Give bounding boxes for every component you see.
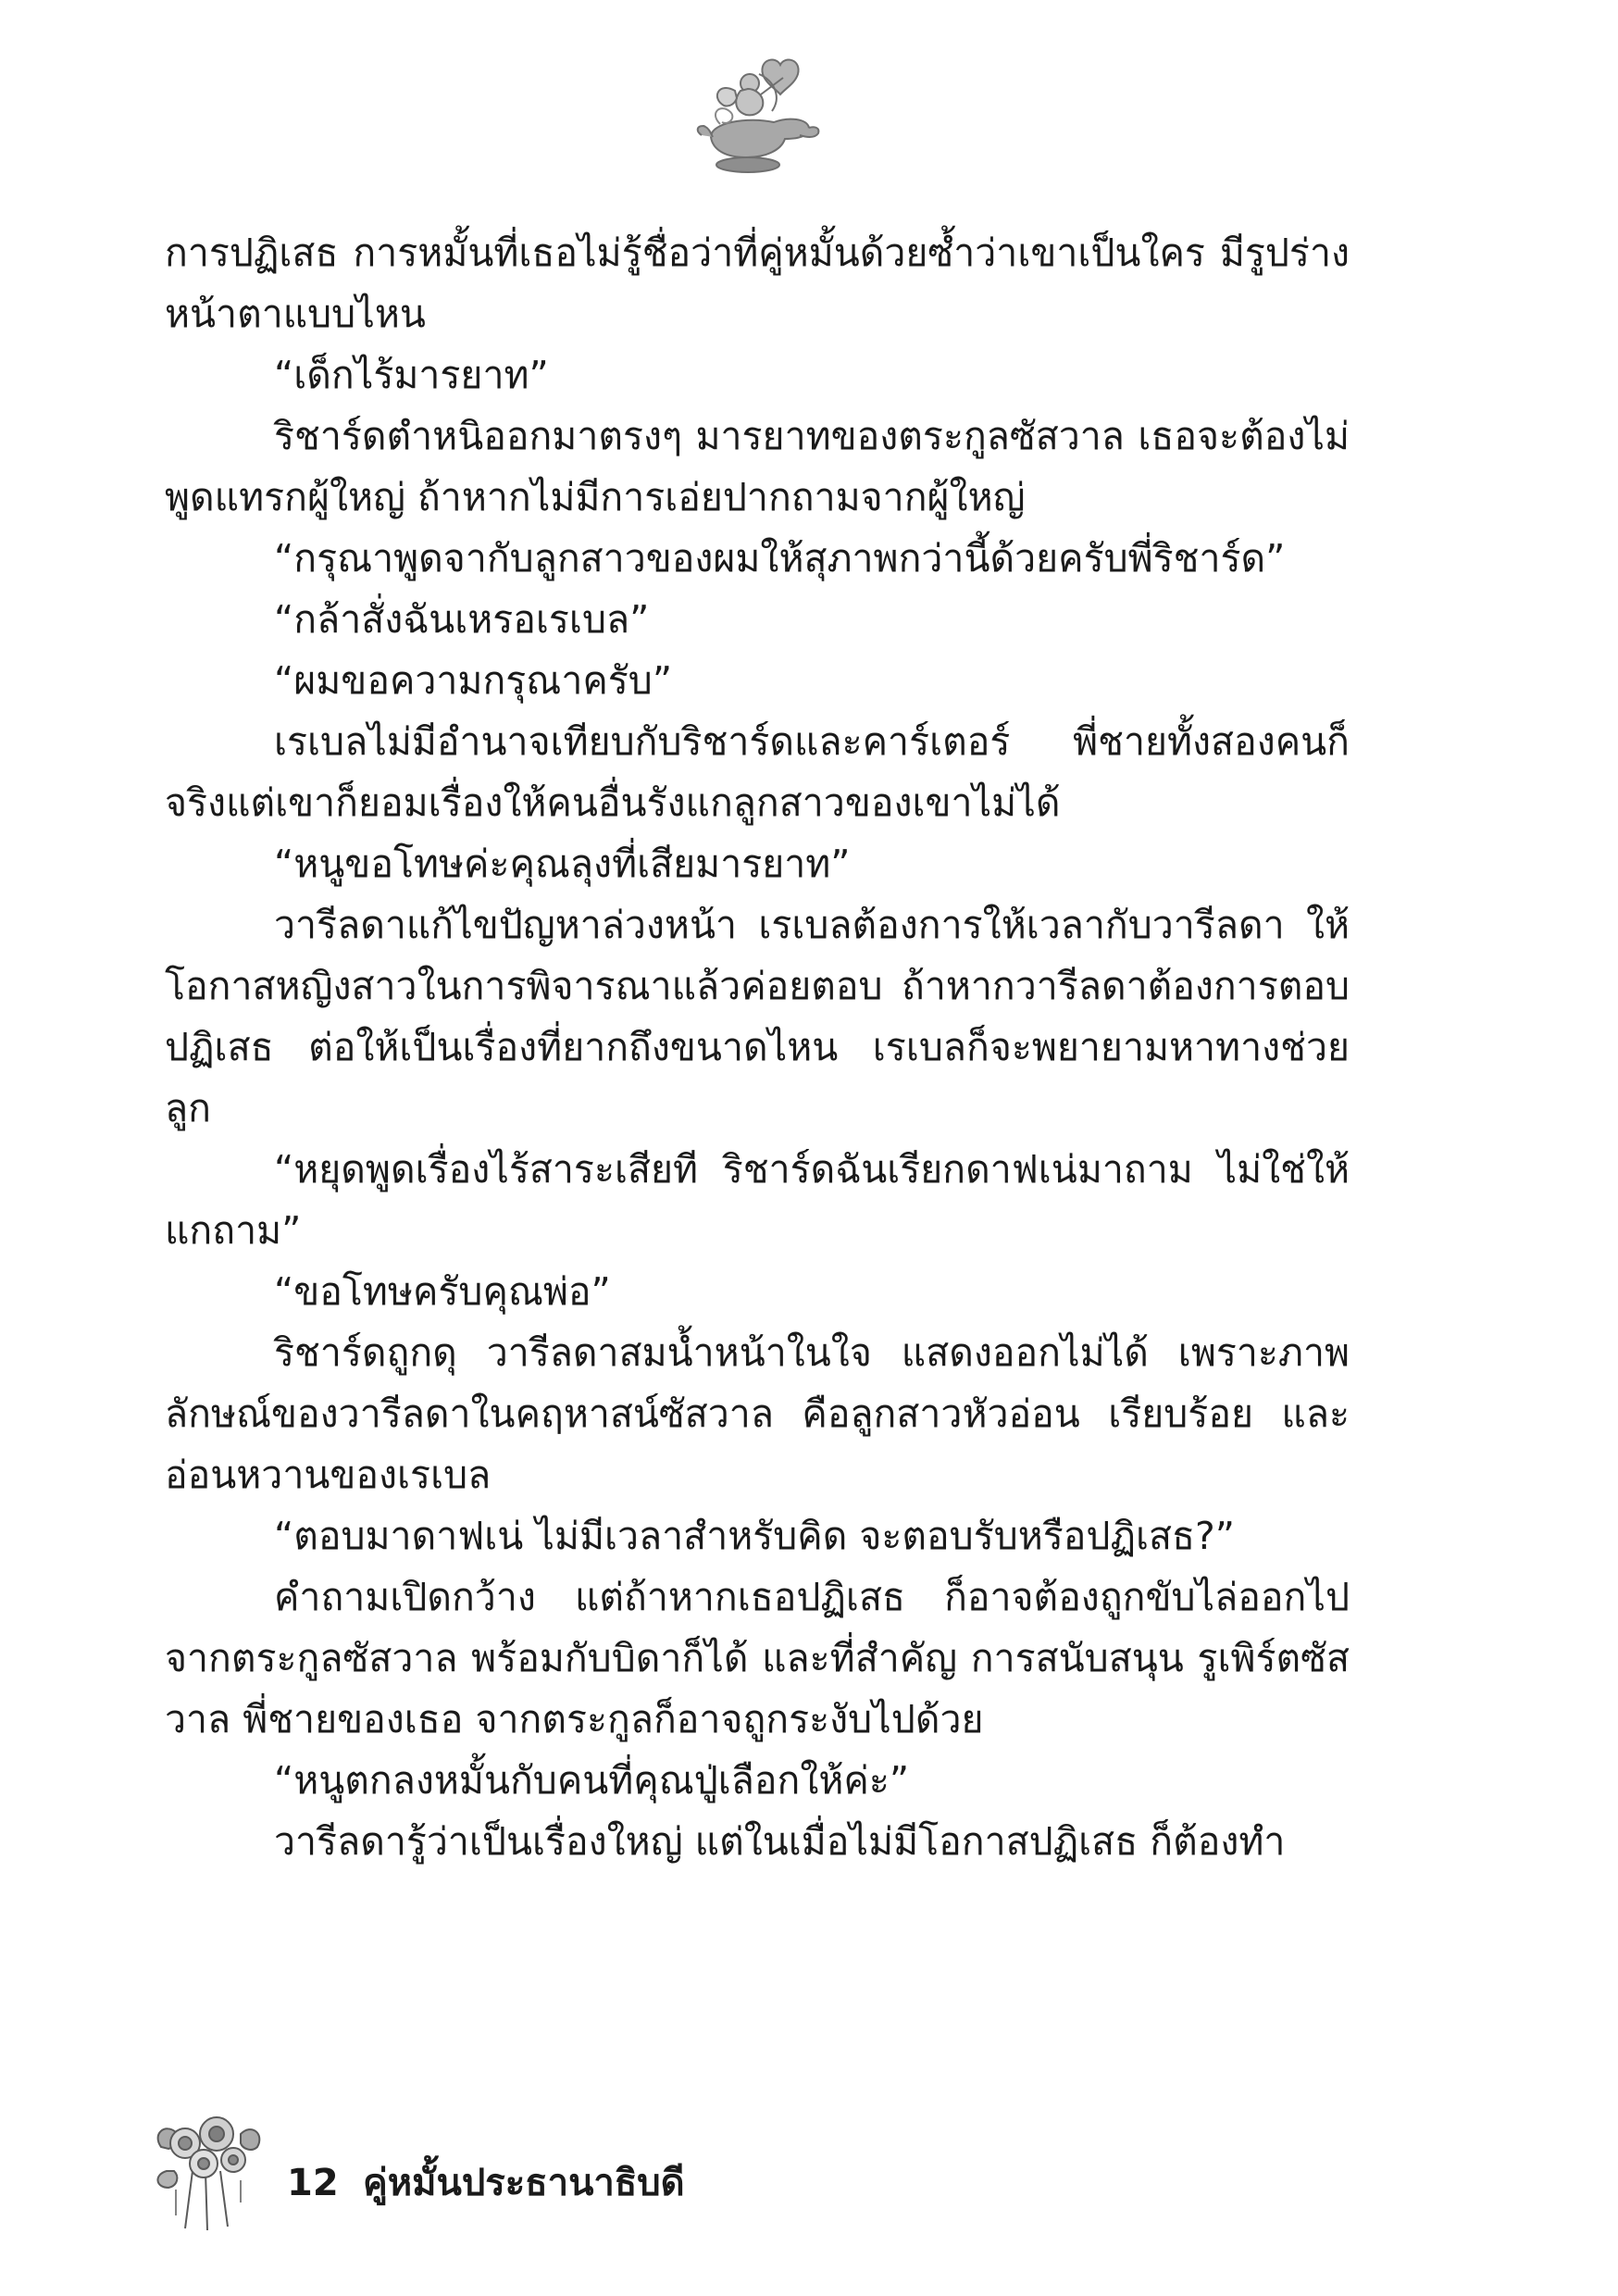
paragraph: การปฏิเสธ การหมั้นที่เธอไม่รู้ชื่อว่าที่คู่หมั้นด้วยซ้ำว่าเขาเป็นใคร มีรูปร่างหน้าตาแบบไหน <box>165 231 1350 336</box>
paragraph: “ผมขอความกรุณาครับ” <box>274 658 673 703</box>
paragraph: “กล้าสั่งฉันเหรอเรเบล” <box>274 597 650 642</box>
paragraph: วารีลดาแก้ไขปัญหาล่วงหน้า เรเบลต้องการให้เวลากับวารีลดา ให้โอกาสหญิงสาวในการพิจารณาแล้วค่อยตอบ ถ้าหากวารีลดาต้องการตอบปฏิเสธ ต่อให้เป็นเรื่องที่ยากถึงขนาดไหน เรเบลก็จะพยายามหาทางช่วยลูก <box>165 903 1350 1130</box>
body-text <box>165 222 1350 1872</box>
book-title: คู่หมั้นประธานาธิบดี <box>363 2162 685 2204</box>
flower-bouquet-icon <box>148 2106 268 2236</box>
paragraph: ริชาร์ดตำหนิออกมาตรงๆ มารยาทของตระกูลซัสวาล เธอจะต้องไม่พูดแทรกผู้ใหญ่ ถ้าหากไม่มีการเอ่ยปากถามจากผู้ใหญ่ <box>165 414 1350 519</box>
paragraph: “เด็กไร้มารยาท” <box>274 353 549 397</box>
paragraph: “หนูขอโทษค่ะคุณลุงที่เสียมารยาท” <box>274 842 851 886</box>
paragraph: “ตอบมาดาฟเน่ ไม่มีเวลาสำหรับคิด จะตอบรับหรือปฏิเสธ?” <box>274 1514 1236 1558</box>
paragraph: “หยุดพูดเรื่องไร้สาระเสียที ริชาร์ดฉันเรียกดาฟเน่มาถาม ไม่ใช่ให้แกถาม” <box>165 1147 1350 1253</box>
paragraph: “กรุณาพูดจากับลูกสาวของผมให้สุภาพกว่านี้ด้วยครับพี่ริชาร์ด” <box>274 536 1286 580</box>
paragraph: “หนูตกลงหมั้นกับคนที่คุณปู่เลือกให้ค่ะ” <box>274 1758 910 1803</box>
page-number: 12 <box>287 2162 339 2204</box>
page-footer <box>148 2106 1259 2236</box>
paragraph: “ขอโทษครับคุณพ่อ” <box>274 1269 611 1314</box>
paragraph: เรเบลไม่มีอำนาจเทียบกับริชาร์ดและคาร์เตอร์ พี่ชายทั้งสองคนก็จริงแต่เขาก็ยอมเรื่องให้คนอื่นรังแกลูกสาวของเขาไม่ได้ <box>165 719 1350 825</box>
paragraph: คำถามเปิดกว้าง แต่ถ้าหากเธอปฏิเสธ ก็อาจต้องถูกขับไล่ออกไปจากตระกูลซัสวาล พร้อมกับบิดาก็ได้ และที่สำคัญ การสนับสนุน รูเพิร์ตซัสวาล พี่ชายของเธอ จากตระกูลก็อาจถูกระงับไปด้วย <box>165 1575 1350 1741</box>
paragraph: ริชาร์ดถูกดุ วารีลดาสมน้ำหน้าในใจ แสดงออกไม่ได้ เพราะภาพลักษณ์ของวารีลดาในคฤหาสน์ซัสวาล คือลูกสาวหัวอ่อน เรียบร้อย และอ่อนหวานของเรเบล <box>165 1330 1350 1497</box>
paragraph: วารีลดารู้ว่าเป็นเรื่องใหญ่ แต่ในเมื่อไม่มีโอกาสปฏิเสธ ก็ต้องทำ <box>274 1819 1286 1864</box>
lamp-with-cupid-icon <box>692 57 822 178</box>
